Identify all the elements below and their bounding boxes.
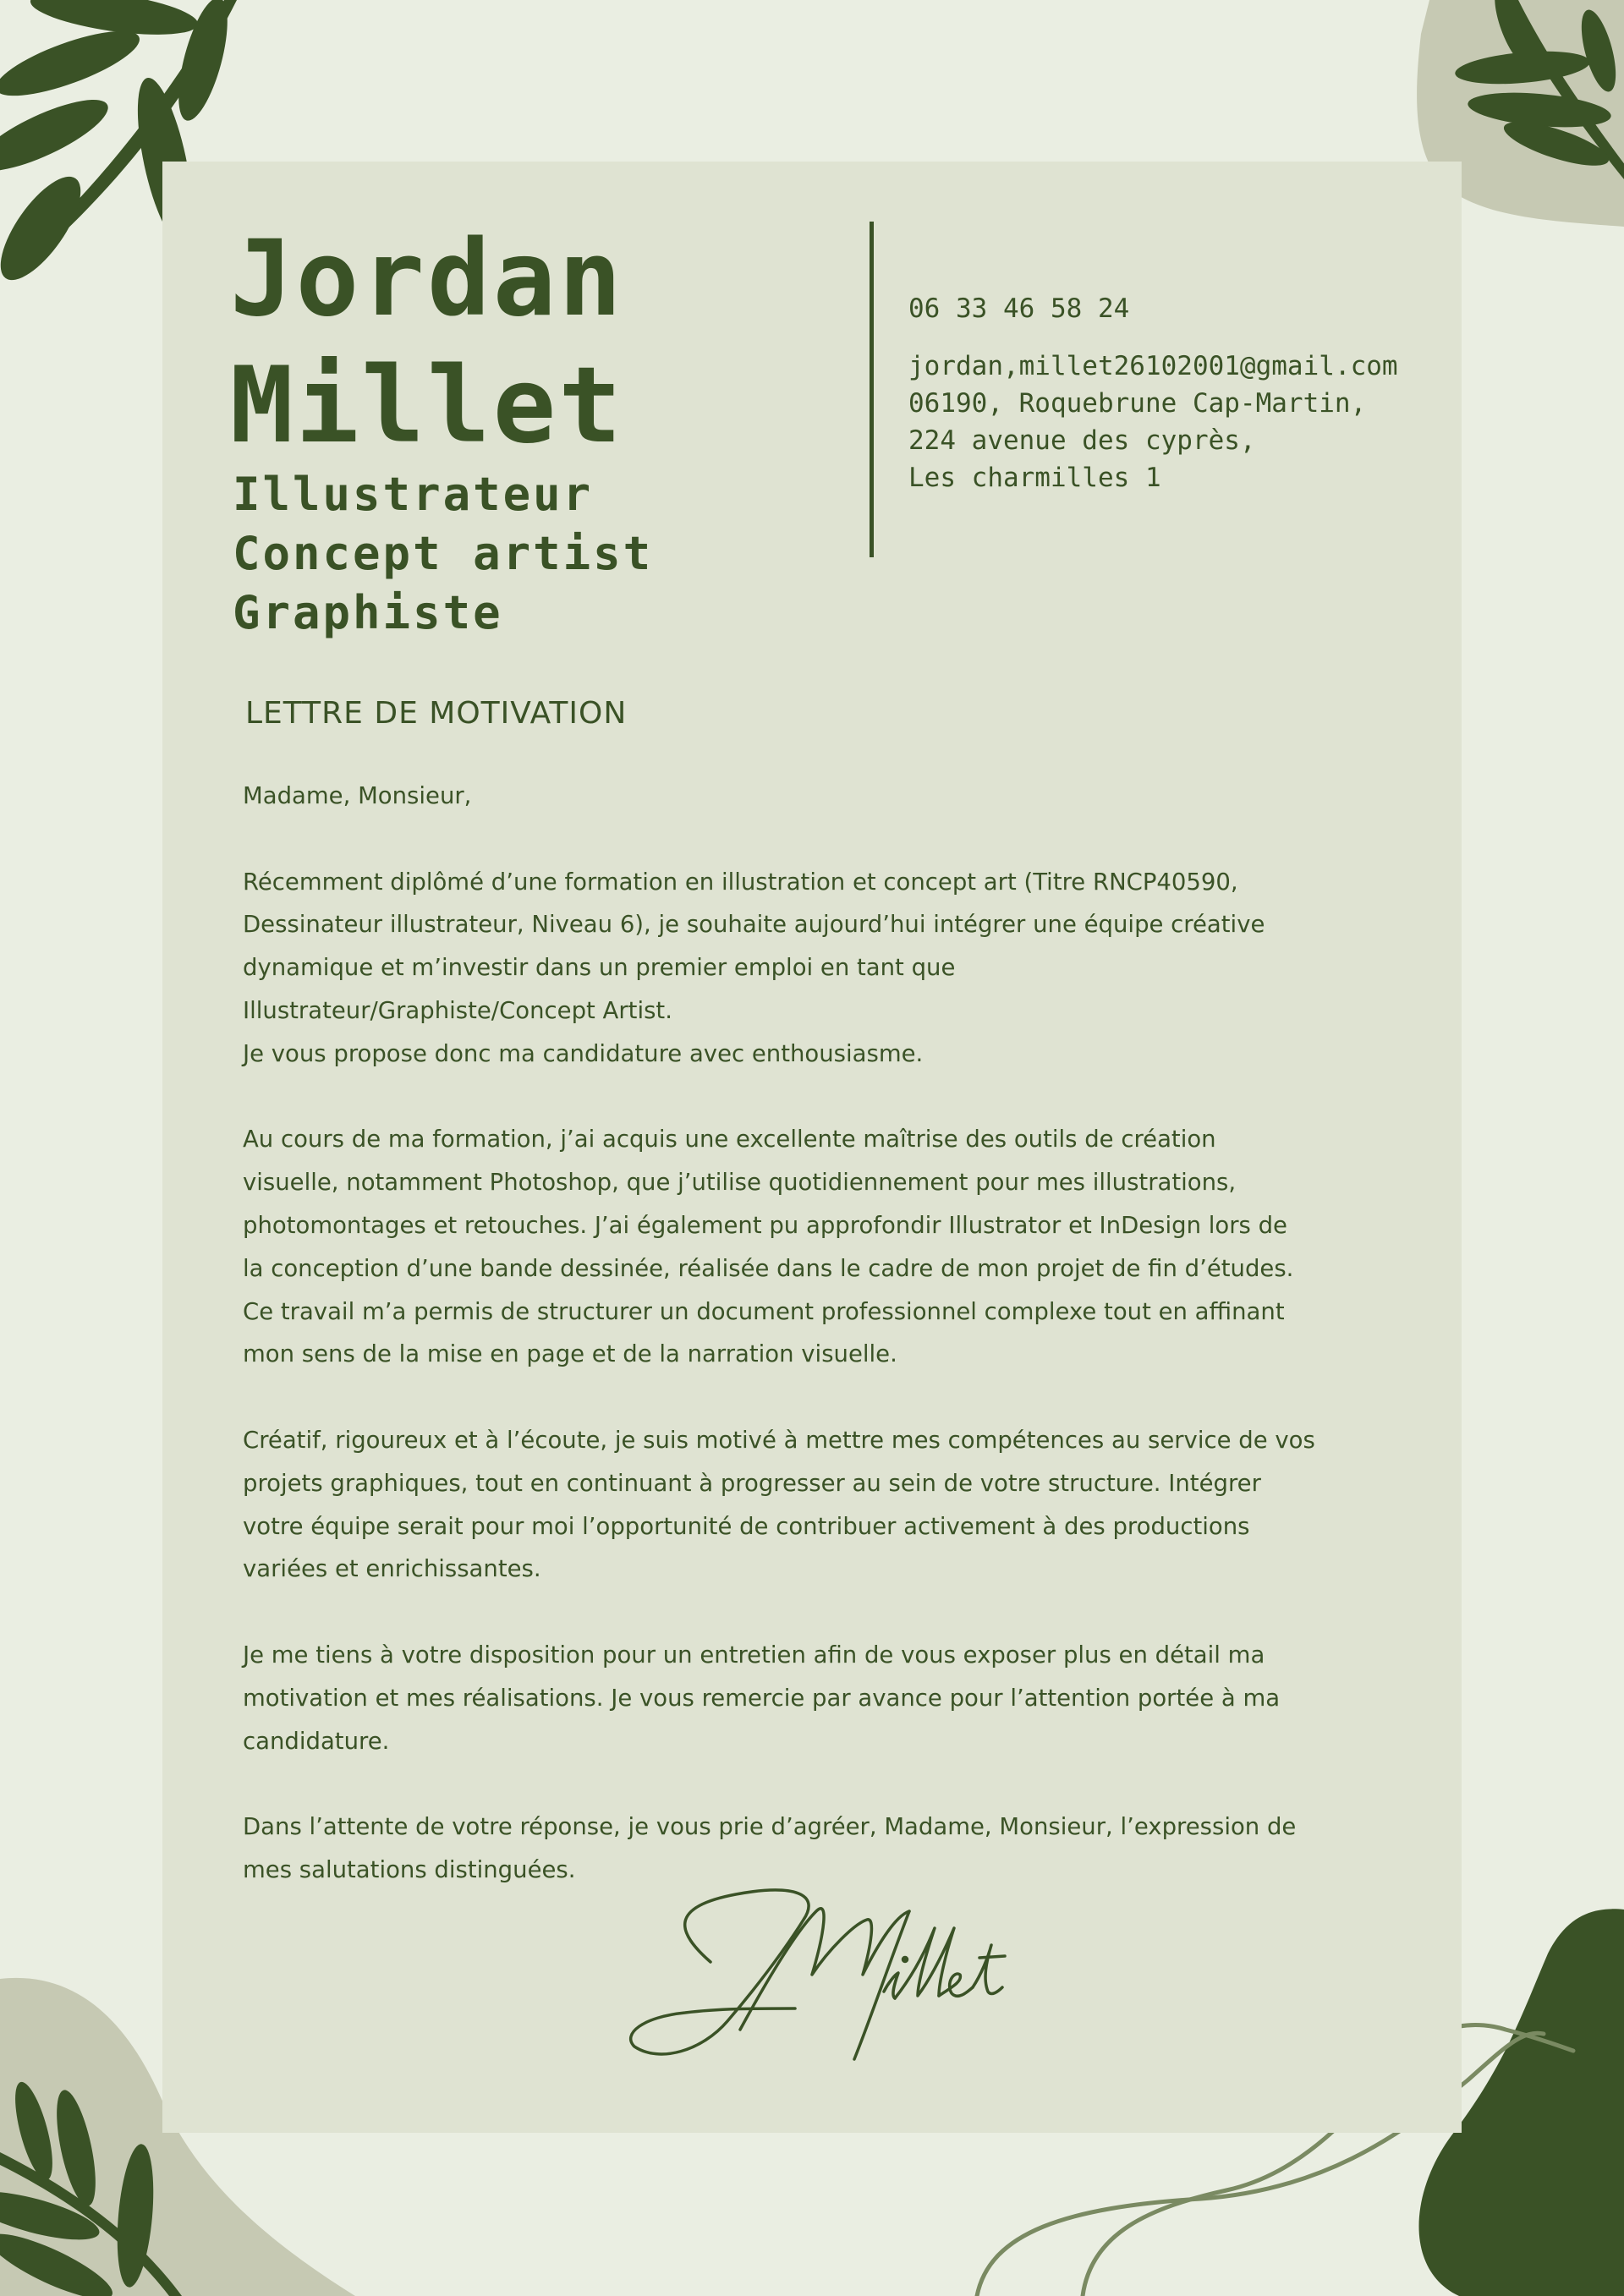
paragraph-line: Je me tiens à votre disposition pour un entretien afin de vous exposer plus en détail ma [243, 1641, 1265, 1669]
greeting-line: Madame, Monsieur, [243, 782, 472, 809]
letter-paragraph-5 [243, 1806, 1427, 1892]
paragraph-line: Ce travail m’a permis de structurer un document professionnel complexe tout en affinant [243, 1297, 1285, 1325]
letter-paragraph-3 [243, 1419, 1427, 1591]
job-title-2: Concept artist [233, 527, 654, 580]
phone-number: 06 33 46 58 24 [908, 293, 1130, 324]
handwritten-signature-icon [626, 1882, 1015, 2068]
address-line-3: Les charmilles 1 [908, 463, 1161, 493]
address-line-2: 224 avenue des cyprès, [908, 425, 1256, 456]
paragraph-line: visuelle, notamment Photoshop, que j’utilise quotidiennement pour mes illustrations, [243, 1169, 1237, 1197]
applicant-name [230, 216, 624, 469]
paragraph-line: Dans l’attente de votre réponse, je vous prie d’agréer, Madame, Monsieur, l’expression de [243, 1813, 1297, 1841]
paragraph-line: photomontages et retouches. J’ai également pu approfondir Illustrator et InDesign lors de [243, 1211, 1287, 1239]
paragraph-line: mes salutations distinguées. [243, 1855, 576, 1883]
paragraph-line: Illustrateur/Graphiste/Concept Artist. [243, 996, 672, 1024]
paragraph-line: Créatif, rigoureux et à l’écoute, je suis motivé à mettre mes compétences au service de vos [243, 1426, 1315, 1454]
paragraph-line: projets graphiques, tout en continuant à progresser au sein de votre structure. Intégrer [243, 1469, 1261, 1497]
paragraph-line: mon sens de la mise en page et de la narration visuelle. [243, 1340, 897, 1368]
paragraph-line: la conception d’une bande dessinée, réalisée dans le cadre de mon projet de fin d’études. [243, 1254, 1294, 1282]
email-address: jordan,millet26102001@gmail.com [908, 351, 1398, 381]
first-name: Jordan [230, 218, 624, 340]
contact-block [908, 290, 1398, 496]
paragraph-line: Je vous propose donc ma candidature avec enthousiasme. [243, 1039, 924, 1067]
paragraph-line: votre équipe serait pour moi l’opportunité de contribuer activement à des productions [243, 1512, 1250, 1540]
letter-greeting [243, 775, 1427, 818]
letter-body [243, 775, 1427, 1935]
last-name: Millet [230, 345, 624, 467]
paragraph-line: dynamique et m’investir dans un premier emploi en tant que [243, 954, 956, 982]
header-divider [870, 222, 874, 557]
paragraph-line: motivation et mes réalisations. Je vous remercie par avance pour l’attention portée à ma [243, 1684, 1281, 1712]
job-title-3: Graphiste [233, 586, 503, 639]
letter-paragraph-4 [243, 1634, 1427, 1762]
job-title-1: Illustrateur [233, 468, 594, 521]
letter-paragraph-1 [243, 861, 1427, 1076]
paragraph-line: Dessinateur illustrateur, Niveau 6), je souhaite aujourd’hui intégrer une équipe créative [243, 911, 1265, 939]
paragraph-line: candidature. [243, 1727, 390, 1755]
paragraph-line: variées et enrichissantes. [243, 1555, 541, 1583]
letter-paragraph-2 [243, 1118, 1427, 1376]
job-titles [233, 465, 653, 643]
letter-title: LETTRE DE MOTIVATION [245, 696, 628, 731]
paragraph-line: Récemment diplômé d’une formation en illustration et concept art (Titre RNCP40590, [243, 868, 1238, 896]
paragraph-line: Au cours de ma formation, j’ai acquis une excellente maîtrise des outils de création [243, 1126, 1216, 1153]
address-line-1: 06190, Roquebrune Cap-Martin, [908, 388, 1367, 419]
